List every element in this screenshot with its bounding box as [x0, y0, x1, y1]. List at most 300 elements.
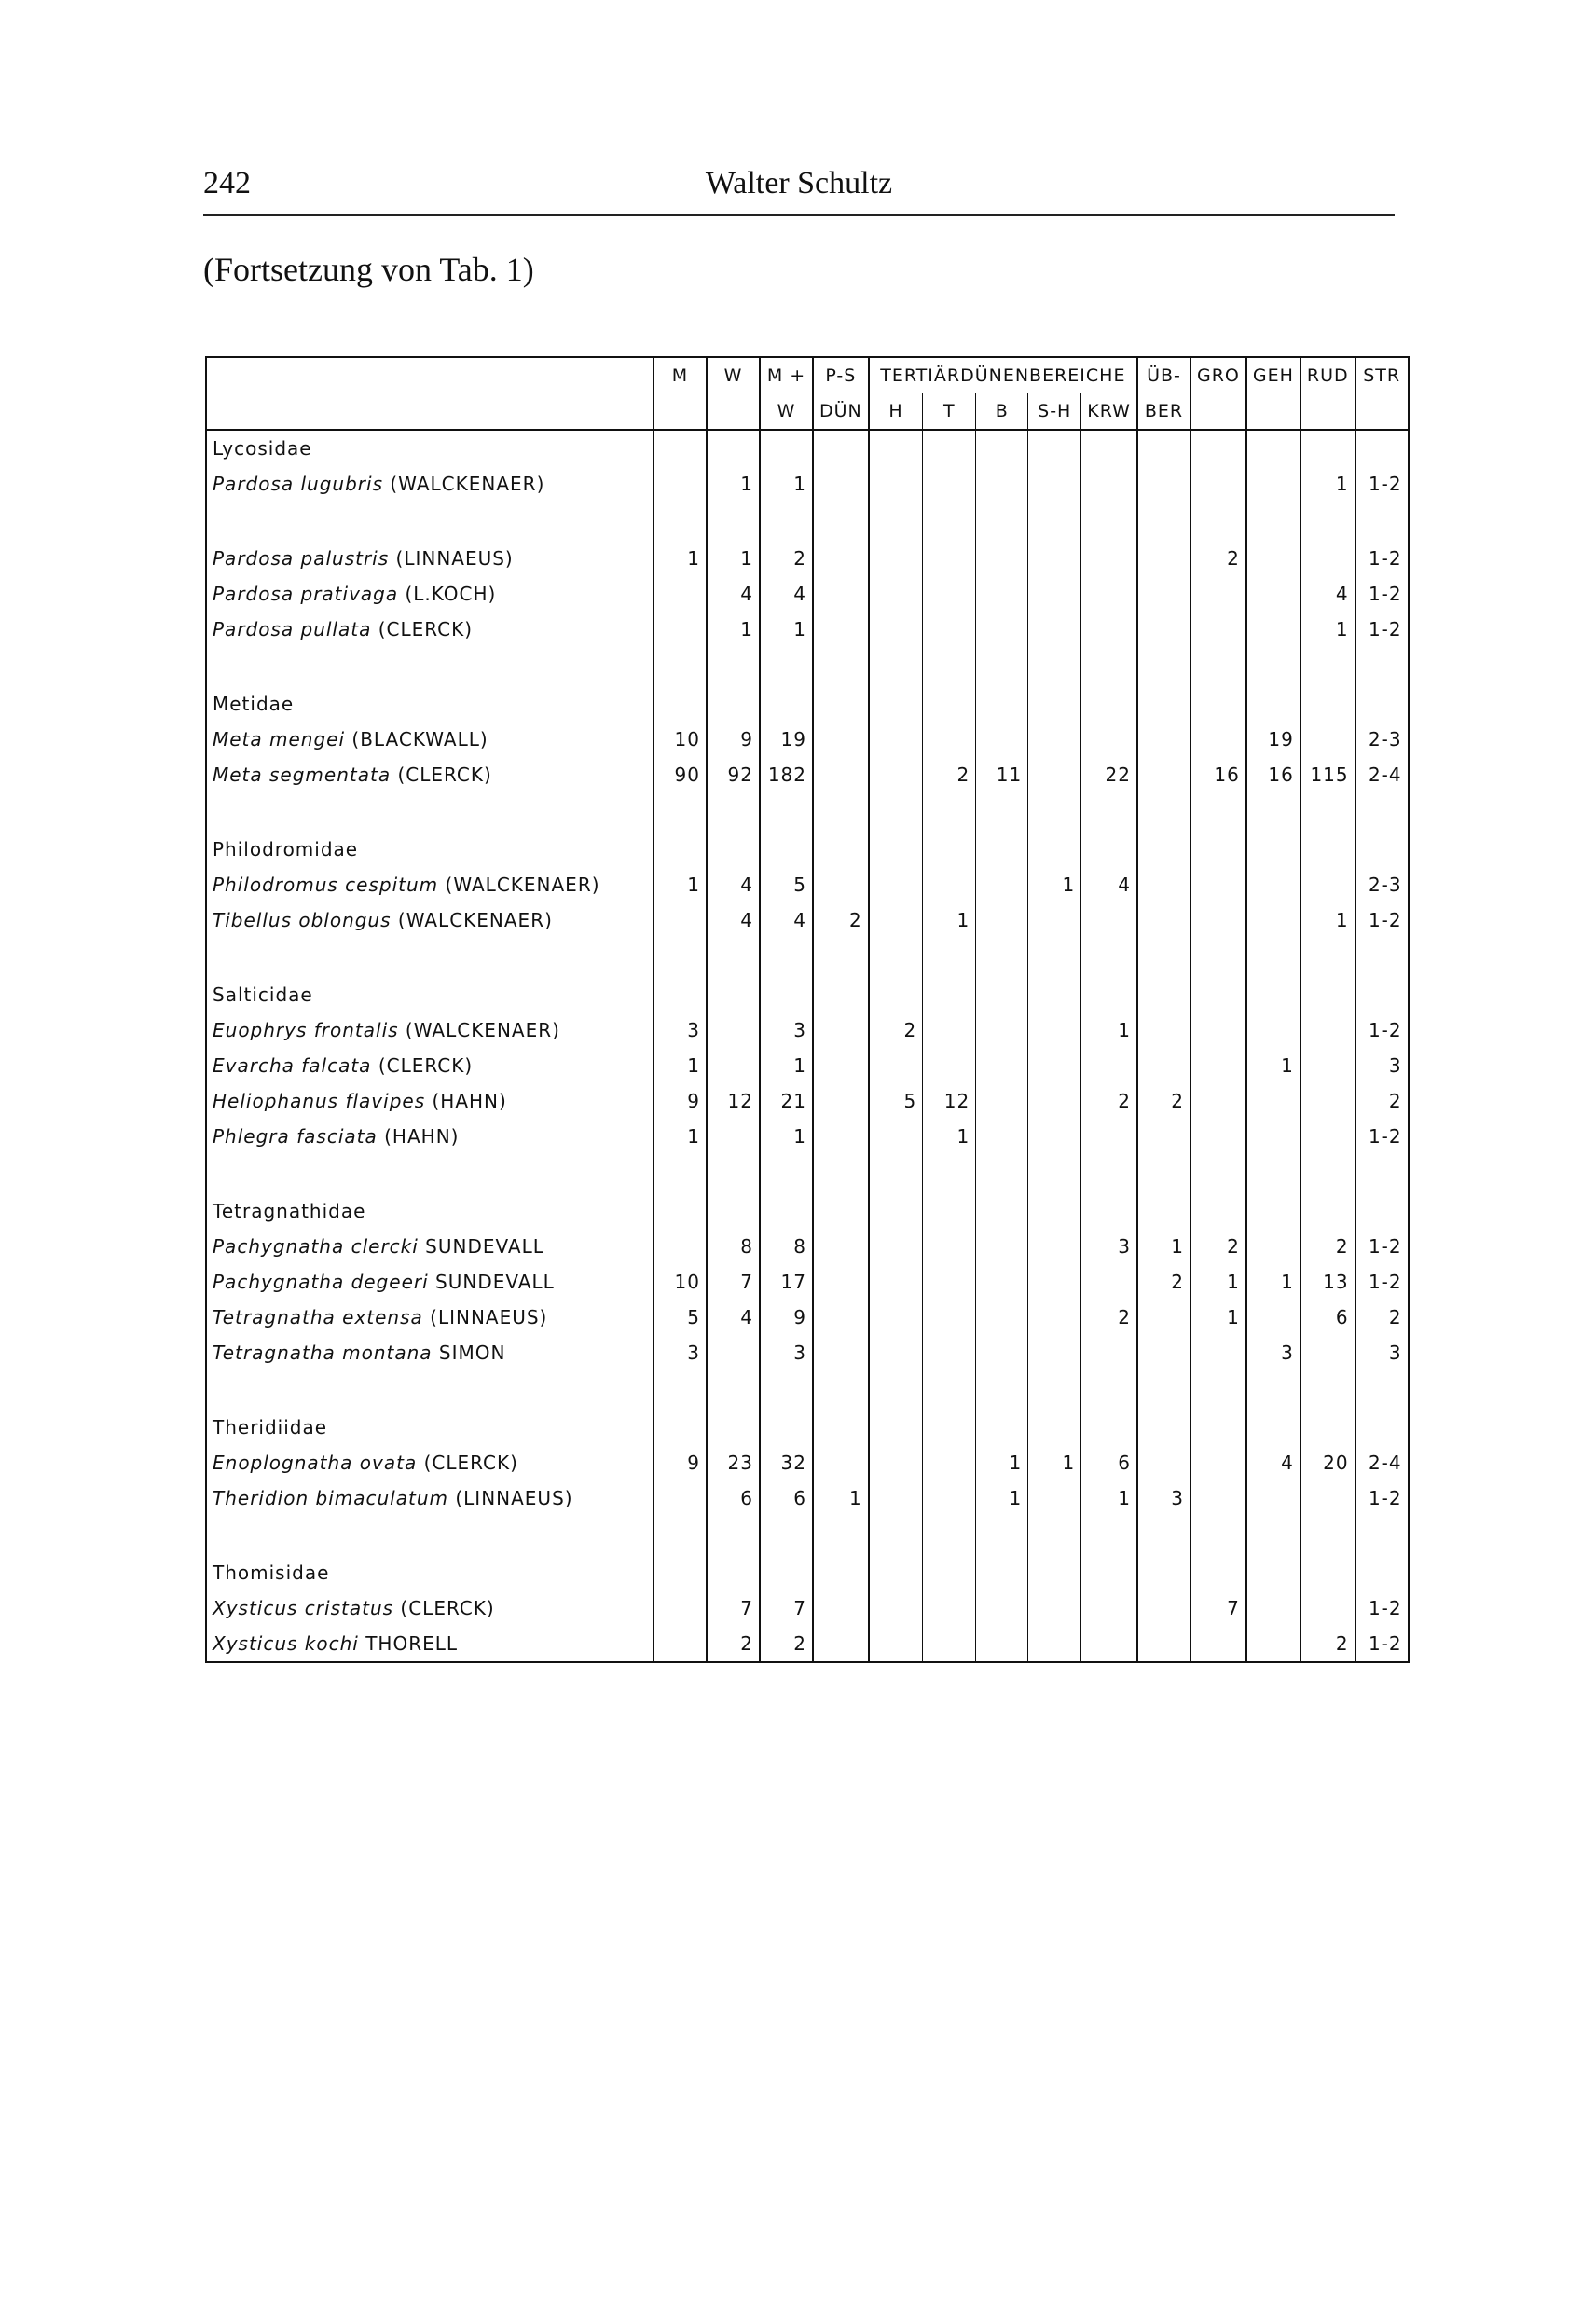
value-cell — [1246, 832, 1300, 867]
value-cell — [1190, 1119, 1246, 1154]
species-cell — [206, 1229, 654, 1264]
value-cell — [1246, 1626, 1300, 1662]
value-cell — [923, 647, 976, 686]
value-cell: 2 — [760, 541, 813, 576]
family-row — [206, 1193, 1409, 1229]
species-name: Theridion bimaculatum — [213, 1487, 448, 1509]
species-name: Heliophanus flavipes — [213, 1090, 426, 1112]
value-cell — [1300, 430, 1355, 466]
value-cell — [869, 832, 923, 867]
value-cell — [1028, 466, 1081, 502]
col-header-geh: GEH — [1246, 357, 1300, 393]
value-cell — [654, 612, 707, 647]
value-cell: 1 — [1246, 1264, 1300, 1300]
value-cell — [707, 1516, 760, 1555]
value-cell — [1300, 1193, 1355, 1229]
value-cell — [760, 1555, 813, 1590]
col-header-gro: GRO — [1190, 357, 1246, 393]
species-cell — [206, 1626, 654, 1662]
value-cell — [1355, 792, 1409, 832]
value-cell — [869, 1626, 923, 1662]
species-table — [205, 356, 1410, 1663]
value-cell — [654, 1410, 707, 1445]
value-cell: 22 — [1081, 757, 1137, 792]
value-cell — [813, 1335, 869, 1370]
value-cell — [813, 686, 869, 722]
value-cell — [1028, 1516, 1081, 1555]
value-cell — [813, 1300, 869, 1335]
value-cell — [707, 1154, 760, 1193]
value-cell — [1246, 1480, 1300, 1516]
value-cell — [707, 938, 760, 977]
value-cell: 9 — [707, 722, 760, 757]
value-cell — [1190, 1445, 1246, 1480]
value-cell — [654, 1555, 707, 1590]
species-cell — [206, 1083, 654, 1119]
species-name: Pardosa palustris — [213, 547, 390, 570]
value-cell — [1355, 1410, 1409, 1445]
spacer-row — [206, 1516, 1409, 1555]
family-name: Salticidae — [206, 977, 654, 1012]
value-cell — [976, 722, 1028, 757]
value-cell — [1081, 1335, 1137, 1370]
value-cell — [1081, 430, 1137, 466]
value-cell — [1355, 1555, 1409, 1590]
value-cell: 4 — [707, 902, 760, 938]
value-cell — [1028, 1119, 1081, 1154]
value-cell — [1028, 1626, 1081, 1662]
value-cell: 1-2 — [1368, 547, 1402, 570]
value-cell — [1028, 722, 1081, 757]
value-cell — [1190, 938, 1246, 977]
table-row — [206, 1480, 1409, 1516]
value-cell — [1190, 1335, 1246, 1370]
value-cell — [707, 977, 760, 1012]
value-cell: 2-4 — [1368, 1452, 1402, 1474]
value-cell — [923, 938, 976, 977]
value-cell: 2 — [1300, 1626, 1355, 1662]
species-author: THORELL — [365, 1632, 459, 1655]
species-author: (HAHN) — [384, 1125, 460, 1148]
table-row — [206, 1083, 1409, 1119]
value-cell — [1137, 722, 1190, 757]
value-cell: 1-2 — [1368, 1487, 1402, 1509]
value-cell — [1246, 1300, 1300, 1335]
value-cell: 1-2 — [1368, 1125, 1402, 1148]
value-cell — [869, 722, 923, 757]
col-subheader-t: T — [923, 393, 976, 430]
value-cell — [654, 792, 707, 832]
value-cell — [976, 1370, 1028, 1410]
species-author: (BLACKWALL) — [351, 728, 488, 750]
value-cell — [1355, 977, 1409, 1012]
value-cell: 1-2 — [1368, 1632, 1402, 1655]
value-cell: 5 — [760, 867, 813, 902]
species-author: (CLERCK) — [378, 618, 474, 640]
value-cell — [1028, 541, 1081, 576]
value-cell — [923, 1480, 976, 1516]
table-row — [206, 1626, 1409, 1662]
table-row — [206, 1300, 1409, 1335]
value-cell — [869, 1480, 923, 1516]
value-cell — [869, 1410, 923, 1445]
value-cell — [1081, 647, 1137, 686]
value-cell — [813, 722, 869, 757]
value-cell: 1 — [654, 867, 707, 902]
value-cell: 1-2 — [1368, 1271, 1402, 1293]
value-cell — [1246, 1555, 1300, 1590]
value-cell: 2 — [1190, 541, 1246, 576]
value-cell — [1137, 1193, 1190, 1229]
value-cell — [760, 686, 813, 722]
value-cell — [707, 1555, 760, 1590]
value-cell — [976, 1083, 1028, 1119]
value-cell — [1081, 722, 1137, 757]
value-cell — [1028, 430, 1081, 466]
value-cell — [813, 1193, 869, 1229]
value-cell — [760, 1193, 813, 1229]
value-cell: 1 — [923, 902, 976, 938]
value-cell — [1081, 1410, 1137, 1445]
value-cell: 10 — [654, 722, 707, 757]
value-cell — [1246, 1410, 1300, 1445]
value-cell — [976, 938, 1028, 977]
value-cell — [813, 1516, 869, 1555]
value-cell — [707, 430, 760, 466]
value-cell — [1246, 1370, 1300, 1410]
species-cell — [206, 1335, 654, 1370]
value-cell: 9 — [654, 1445, 707, 1480]
value-cell — [923, 686, 976, 722]
value-cell — [1246, 792, 1300, 832]
value-cell — [1137, 1012, 1190, 1048]
family-row — [206, 832, 1409, 867]
value-cell — [1246, 612, 1300, 647]
species-cell — [206, 1119, 654, 1154]
value-cell — [813, 1229, 869, 1264]
value-cell — [1190, 1555, 1246, 1590]
value-cell: 4 — [707, 1300, 760, 1335]
value-cell: 1 — [760, 1119, 813, 1154]
species-author: (CLERCK) — [423, 1452, 518, 1474]
value-cell: 2 — [760, 1626, 813, 1662]
species-cell — [206, 576, 654, 612]
value-cell — [760, 977, 813, 1012]
value-cell: 2 — [1388, 1306, 1402, 1328]
species-author: (CLERCK) — [397, 764, 492, 786]
table-row — [206, 612, 1409, 647]
value-cell — [813, 1264, 869, 1300]
value-cell — [1190, 867, 1246, 902]
table-row — [206, 867, 1409, 902]
family-row — [206, 686, 1409, 722]
value-cell — [1137, 832, 1190, 867]
family-name: Thomisidae — [206, 1555, 654, 1590]
value-cell — [1246, 938, 1300, 977]
species-cell — [206, 1300, 654, 1335]
value-cell — [869, 1370, 923, 1410]
species-cell — [206, 1480, 654, 1516]
value-cell: 7 — [760, 1590, 813, 1626]
value-cell — [813, 612, 869, 647]
value-cell — [1190, 1154, 1246, 1193]
col-header-w: W — [707, 357, 760, 393]
value-cell — [976, 430, 1028, 466]
value-cell — [976, 1119, 1028, 1154]
value-cell — [654, 466, 707, 502]
value-cell — [1300, 647, 1355, 686]
value-cell — [1081, 612, 1137, 647]
species-author: (LINNAEUS) — [395, 547, 514, 570]
value-cell — [760, 502, 813, 541]
value-cell — [976, 541, 1028, 576]
value-cell — [1190, 1012, 1246, 1048]
species-name: Pardosa pullata — [213, 618, 372, 640]
value-cell — [813, 502, 869, 541]
value-cell: 19 — [1246, 722, 1300, 757]
value-cell — [1300, 1370, 1355, 1410]
value-cell — [813, 647, 869, 686]
value-cell — [923, 612, 976, 647]
value-cell: 1 — [760, 466, 813, 502]
value-cell — [1246, 1154, 1300, 1193]
value-cell — [1355, 1193, 1409, 1229]
value-cell: 9 — [760, 1300, 813, 1335]
value-cell — [1137, 1590, 1190, 1626]
value-cell — [813, 430, 869, 466]
value-cell — [1300, 832, 1355, 867]
value-cell: 19 — [760, 722, 813, 757]
value-cell — [976, 1012, 1028, 1048]
value-cell: 1 — [707, 612, 760, 647]
species-cell — [206, 466, 654, 502]
value-cell: 4 — [707, 867, 760, 902]
col-header-tertiaerduenen: TERTIÄRDÜNENBEREICHE — [869, 357, 1137, 393]
value-cell — [813, 1119, 869, 1154]
value-cell — [654, 832, 707, 867]
value-cell: 115 — [1300, 757, 1355, 792]
value-cell: 2 — [707, 1626, 760, 1662]
value-cell — [976, 1300, 1028, 1335]
value-cell — [1081, 541, 1137, 576]
value-cell — [1028, 1193, 1081, 1229]
value-cell: 20 — [1300, 1445, 1355, 1480]
value-cell — [654, 902, 707, 938]
value-cell — [923, 1445, 976, 1480]
value-cell: 1 — [654, 1119, 707, 1154]
value-cell — [1081, 1154, 1137, 1193]
value-cell — [923, 576, 976, 612]
value-cell — [1081, 466, 1137, 502]
value-cell — [1300, 1410, 1355, 1445]
value-cell — [813, 1370, 869, 1410]
family-name: Metidae — [206, 686, 654, 722]
value-cell — [869, 757, 923, 792]
value-cell: 23 — [707, 1445, 760, 1480]
species-name: Tetragnatha montana — [213, 1342, 433, 1364]
value-cell: 1 — [654, 541, 707, 576]
value-cell — [1190, 977, 1246, 1012]
species-author: (WALCKENAER) — [390, 473, 545, 495]
value-cell — [923, 466, 976, 502]
value-cell — [760, 430, 813, 466]
value-cell — [1028, 1300, 1081, 1335]
value-cell: 1 — [1137, 1229, 1190, 1264]
value-cell — [869, 1335, 923, 1370]
spacer-row — [206, 792, 1409, 832]
value-cell: 1-2 — [1368, 1019, 1402, 1041]
value-cell — [1190, 466, 1246, 502]
value-cell — [1300, 1335, 1355, 1370]
value-cell — [1355, 647, 1409, 686]
value-cell: 3 — [1137, 1480, 1190, 1516]
value-cell — [923, 1590, 976, 1626]
species-author: SIMON — [438, 1342, 506, 1364]
value-cell — [1028, 1048, 1081, 1083]
species-cell — [206, 1264, 654, 1300]
value-cell — [1081, 832, 1137, 867]
value-cell — [654, 1516, 707, 1555]
spacer-row — [206, 1370, 1409, 1410]
value-cell — [923, 1154, 976, 1193]
species-author: (WALCKENAER) — [397, 909, 553, 931]
value-cell — [976, 1516, 1028, 1555]
table-row — [206, 1229, 1409, 1264]
value-cell — [869, 612, 923, 647]
value-cell — [1028, 792, 1081, 832]
species-author: (LINNAEUS) — [455, 1487, 573, 1509]
value-cell: 13 — [1300, 1264, 1355, 1300]
value-cell — [1028, 502, 1081, 541]
value-cell — [923, 541, 976, 576]
value-cell — [654, 502, 707, 541]
value-cell — [923, 832, 976, 867]
species-name: Pachygnatha degeeri — [213, 1271, 429, 1293]
value-cell — [1137, 1626, 1190, 1662]
value-cell — [1028, 1154, 1081, 1193]
col-header-p-s: P-S — [813, 357, 869, 393]
value-cell: 12 — [707, 1083, 760, 1119]
value-cell — [707, 1048, 760, 1083]
value-cell — [976, 1626, 1028, 1662]
value-cell — [869, 686, 923, 722]
value-cell: 6 — [707, 1480, 760, 1516]
value-cell — [869, 977, 923, 1012]
species-cell — [206, 902, 654, 938]
value-cell: 1-2 — [1368, 473, 1402, 495]
value-cell — [1300, 541, 1355, 576]
value-cell — [1028, 1590, 1081, 1626]
value-cell — [654, 938, 707, 977]
value-cell — [654, 686, 707, 722]
value-cell — [1137, 576, 1190, 612]
value-cell: 11 — [976, 757, 1028, 792]
value-cell — [1028, 576, 1081, 612]
value-cell — [1137, 1555, 1190, 1590]
species-name: Pachygnatha clercki — [213, 1235, 419, 1258]
value-cell — [1190, 576, 1246, 612]
value-cell — [1028, 1370, 1081, 1410]
value-cell: 32 — [760, 1445, 813, 1480]
value-cell — [1081, 1626, 1137, 1662]
value-cell: 4 — [760, 576, 813, 612]
value-cell — [869, 792, 923, 832]
value-cell: 16 — [1190, 757, 1246, 792]
species-cell — [206, 612, 654, 647]
value-cell — [976, 902, 1028, 938]
value-cell — [707, 1410, 760, 1445]
col-subheader-b: B — [976, 393, 1028, 430]
family-row — [206, 1555, 1409, 1590]
value-cell — [1246, 1119, 1300, 1154]
value-cell: 1 — [1300, 902, 1355, 938]
value-cell — [813, 541, 869, 576]
value-cell — [1081, 902, 1137, 938]
value-cell — [707, 502, 760, 541]
value-cell — [1190, 1480, 1246, 1516]
value-cell — [1137, 938, 1190, 977]
species-author: (L.KOCH) — [405, 583, 497, 605]
value-cell — [654, 1626, 707, 1662]
value-cell — [1137, 1445, 1190, 1480]
value-cell — [1028, 757, 1081, 792]
value-cell — [1081, 1555, 1137, 1590]
col-header-str: STR — [1363, 365, 1401, 386]
value-cell — [1081, 686, 1137, 722]
value-cell: 92 — [707, 757, 760, 792]
value-cell — [923, 867, 976, 902]
value-cell: 7 — [707, 1590, 760, 1626]
value-cell — [813, 832, 869, 867]
value-cell — [1190, 1083, 1246, 1119]
value-cell — [923, 1012, 976, 1048]
value-cell — [813, 867, 869, 902]
value-cell: 2 — [1081, 1083, 1137, 1119]
value-cell: 1 — [813, 1480, 869, 1516]
family-name: Lycosidae — [206, 430, 654, 466]
value-cell — [1028, 686, 1081, 722]
value-cell: 1 — [654, 1048, 707, 1083]
value-cell — [1028, 1410, 1081, 1445]
table-row — [206, 722, 1409, 757]
value-cell — [1300, 977, 1355, 1012]
value-cell — [1137, 1048, 1190, 1083]
value-cell: 3 — [1388, 1054, 1402, 1077]
col-header-m: M — [654, 357, 707, 393]
value-cell: 7 — [707, 1264, 760, 1300]
value-cell — [869, 1193, 923, 1229]
col-subheader-w: W — [760, 393, 813, 430]
value-cell — [1028, 1083, 1081, 1119]
value-cell: 2 — [1190, 1229, 1246, 1264]
value-cell — [1137, 647, 1190, 686]
header-row-bottom — [206, 393, 1409, 430]
value-cell — [1081, 1370, 1137, 1410]
species-cell — [206, 541, 654, 576]
value-cell — [813, 1555, 869, 1590]
value-cell — [869, 466, 923, 502]
value-cell — [1300, 686, 1355, 722]
value-cell: 3 — [1246, 1335, 1300, 1370]
value-cell — [1190, 647, 1246, 686]
value-cell — [869, 1229, 923, 1264]
family-name: Theridiidae — [206, 1410, 654, 1445]
value-cell — [869, 430, 923, 466]
value-cell — [1355, 1154, 1409, 1193]
value-cell — [923, 1410, 976, 1445]
value-cell — [707, 1370, 760, 1410]
species-cell — [206, 757, 654, 792]
